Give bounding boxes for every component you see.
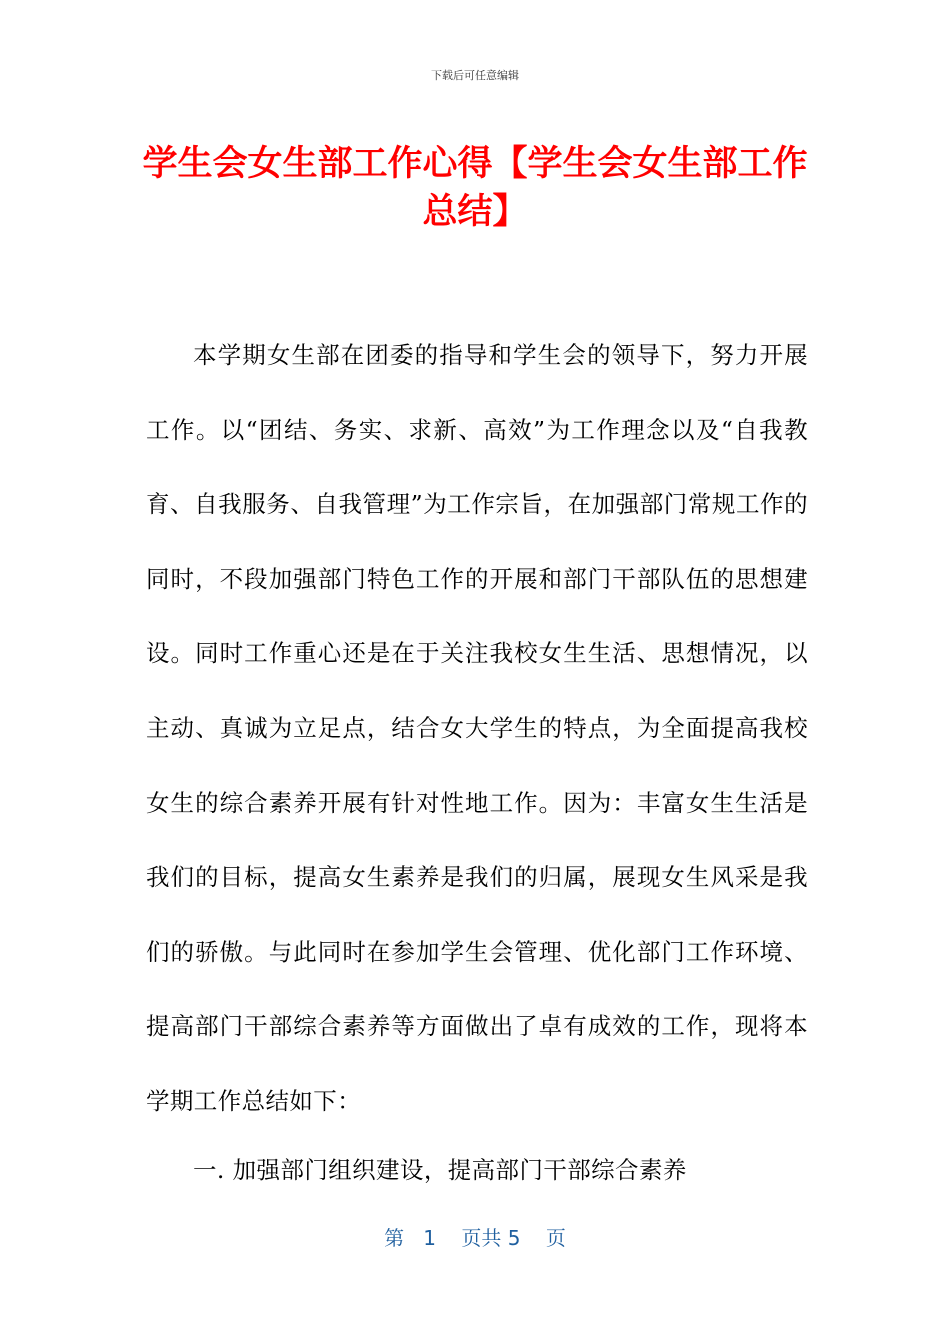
- body-paragraph: 本学期女生部在团委的指导和学生会的领导下，努力开展工作。以“团结、务实、求新、高效”为工作理念以及“自我教育、自我服务、自我管理”为工作宗旨，在加强部门常规工作的同时，不段加强部门特色工作的开展和部门干部队伍的思想建设。同时工作重心还是在于关注我校女生生活、思想情况，以主动、真诚为立足点，结合女大学生的特点，为全面提高我校女生的综合素养开展有针对性地工作。因为：丰富女生生活是我们的目标，提高女生素养是我们的归属，展现女生风采是我们的骄傲。与此同时在参加学生会管理、优化部门工作环境、提高部门干部综合素养等方面做出了卓有成效的工作，现将本学期工作总结如下：: [146, 341, 808, 1115]
- page-footer: [0, 1222, 950, 1251]
- footer-suffix: 页: [545, 1226, 566, 1250]
- footer-current-page: 1: [423, 1226, 436, 1250]
- footer-prefix: 第: [384, 1226, 405, 1250]
- document-title: 学生会女生部工作心得【学生会女生部工作总结】: [142, 144, 808, 232]
- header-note: 下载后可任意编辑: [431, 69, 519, 82]
- footer-total-pages: 5: [507, 1226, 521, 1250]
- section-heading: 一. 加强部门组织建设，提高部门干部综合素养: [193, 1156, 687, 1184]
- footer-middle: 页共: [461, 1226, 502, 1250]
